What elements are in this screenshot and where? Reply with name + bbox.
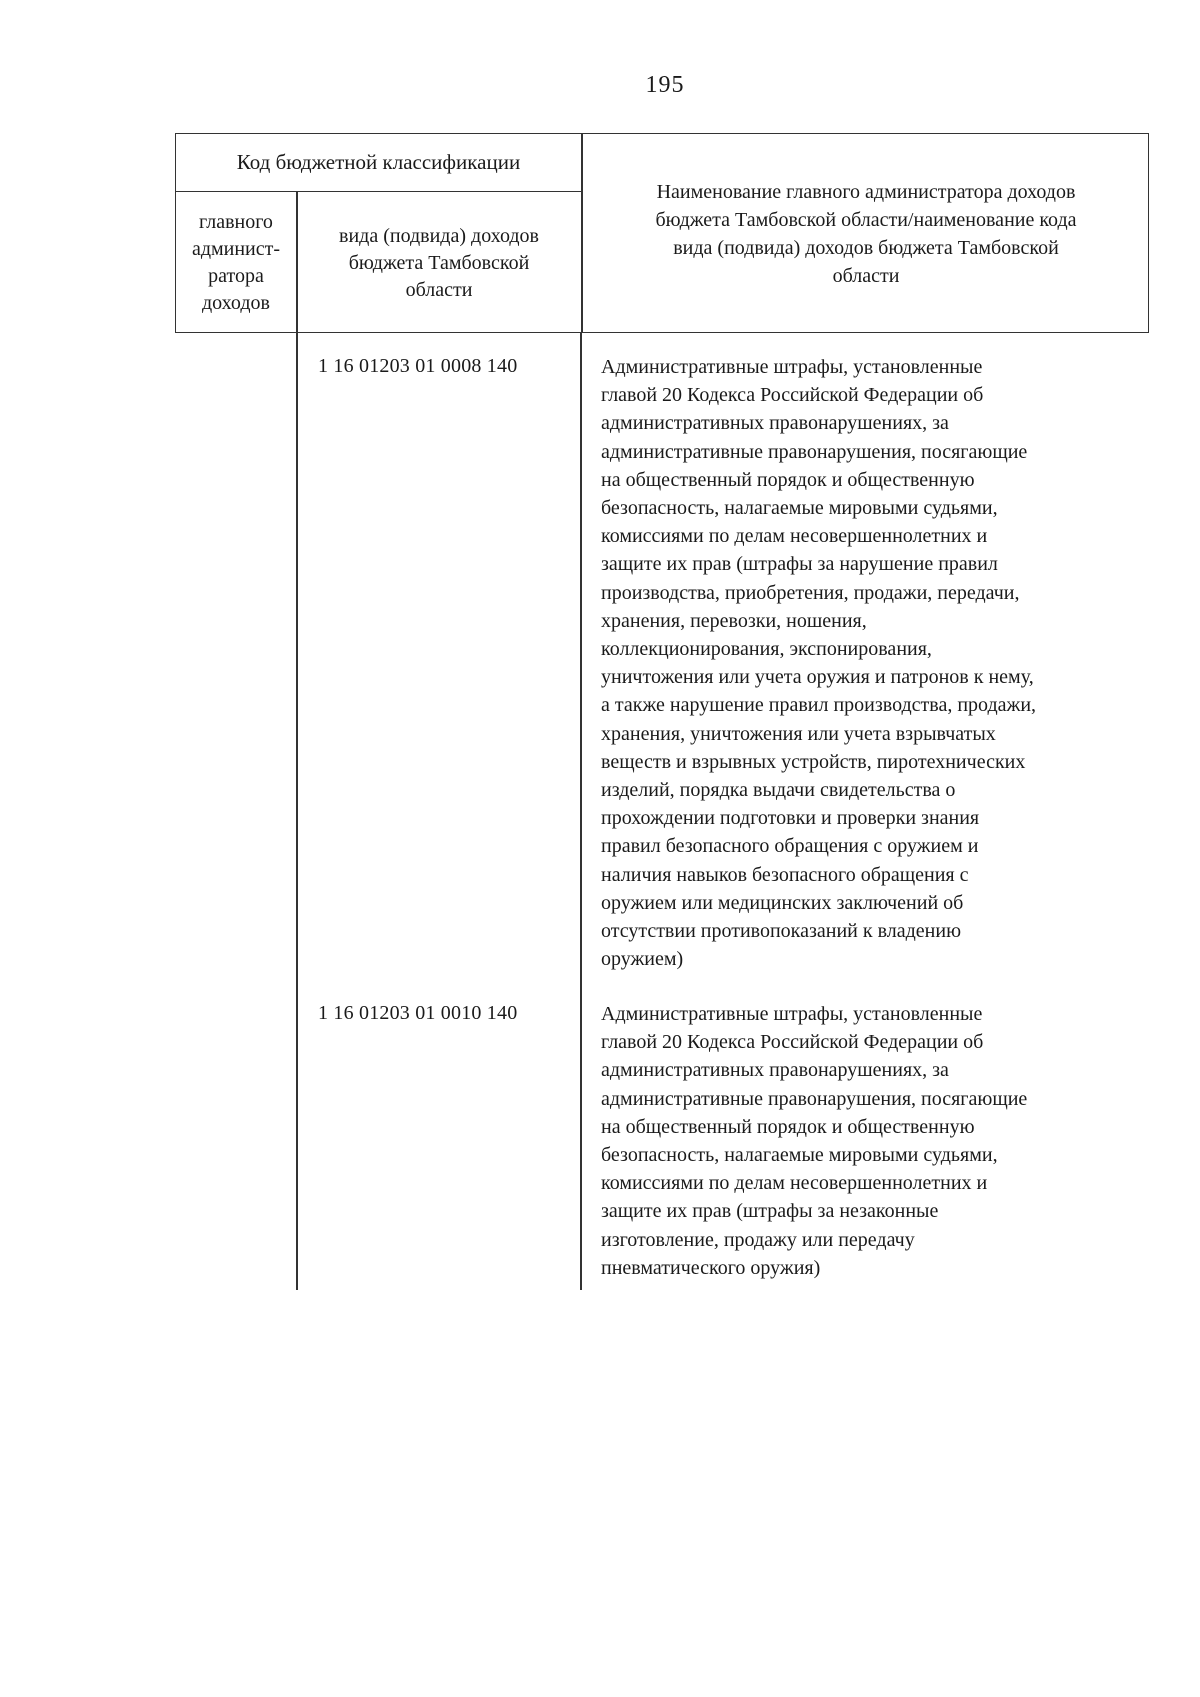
table-row-description: Административные штрафы, установленные главой 20 Кодекса Российской Федерации об административных правонарушениях, за административные правонарушения, посягающие на общественный порядок и общественную безопасность, налагаемые мировыми судьями, комиссиями по делам несовершеннолетних и защите их прав (штрафы за нарушение правил производства, приобретения, продажи, передачи, хранения, перевозки, ношения, коллекционирования, экспонирования, уничтожения или учета оружия и патронов к нему, а также нарушение правил производства, продажи, хранения, уничтожения или учета взрывчатых веществ и взрывных устройств, пиротехнических изделий, порядка выдачи свидетельства о прохождении подготовки и проверки знания правил безопасного обращения с оружием и наличия навыков безопасного обращения с оружием или медицинских заключений об отсутствии противопоказаний к владению оружием): [601, 356, 1037, 971]
table-row-description: Административные штрафы, установленные главой 20 Кодекса Российской Федерации об административных правонарушениях, за административные правонарушения, посягающие на общественный порядок и общественную безопасность, налагаемые мировыми судьями, комиссиями по делам несовершеннолетних и защите их прав (штрафы за незаконные изготовление, продажу или передачу пневматического оружия): [601, 1003, 1028, 1279]
column-divider: [296, 333, 298, 1290]
table-row-code: 1 16 01203 01 0010 140: [318, 1002, 518, 1024]
admin-code-column-header: главного админист- ратора доходов: [191, 211, 281, 314]
name-column-header: Наименование главного администратора доходов бюджета Тамбовской области/наименование кода вида (подвида) доходов бюджета Тамбовской области: [655, 181, 1077, 287]
income-kind-code-column-header: вида (подвида) доходов бюджета Тамбовской области: [339, 224, 539, 301]
table-row-code: 1 16 01203 01 0008 140: [318, 355, 518, 377]
page-number: 195: [645, 72, 685, 98]
table-header: [175, 133, 1149, 333]
budget-classification-code-header: Код бюджетной классификации: [176, 134, 581, 192]
column-divider: [580, 333, 582, 1290]
